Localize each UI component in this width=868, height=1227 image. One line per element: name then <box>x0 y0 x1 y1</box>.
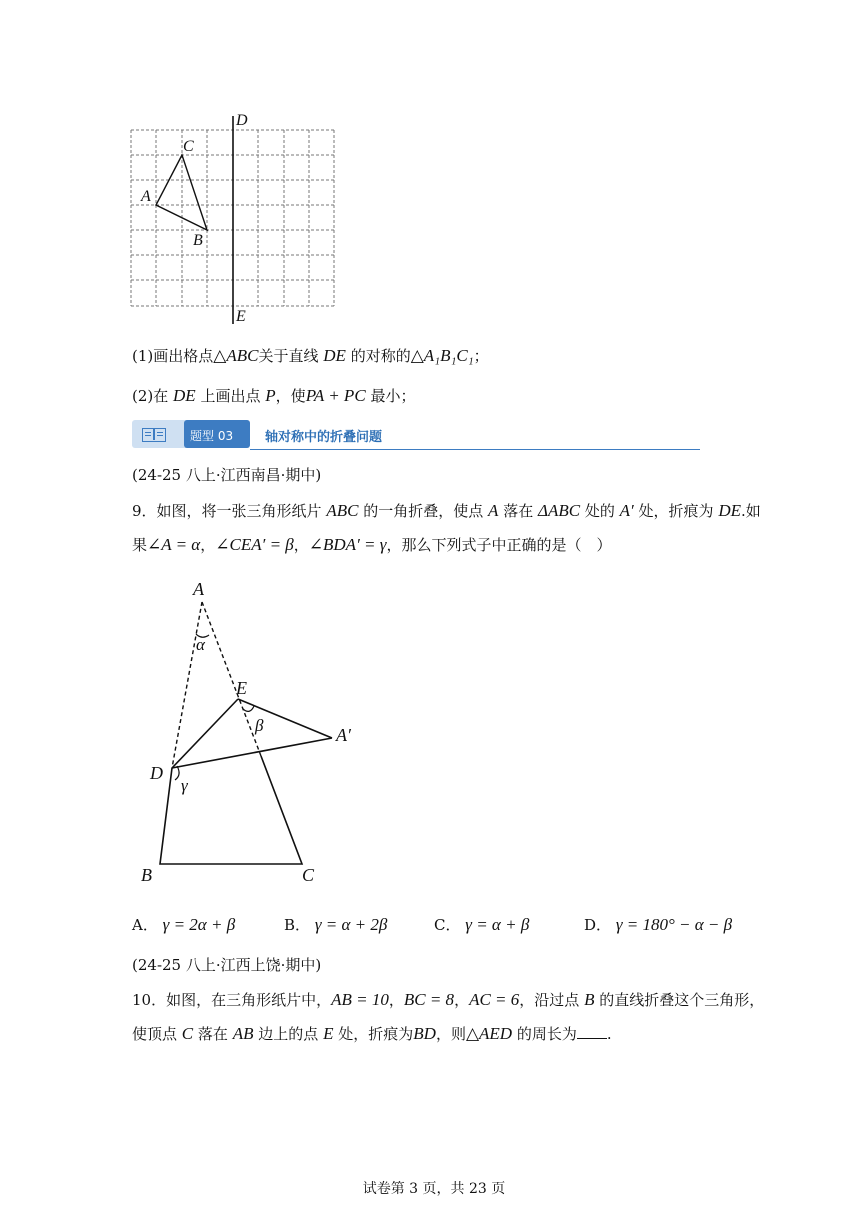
q8-part2-point: P <box>265 386 276 405</box>
page-footer: 试卷第 3 页，共 23 页 <box>362 1181 506 1197</box>
q9-l1-j: DE <box>718 501 742 520</box>
q9-l1-k: .如 <box>741 502 761 520</box>
q10-l2-h: BD <box>413 1024 436 1043</box>
q9-label-alpha: α <box>196 635 205 654</box>
option-expr: γ = 2α + β <box>162 915 236 934</box>
q8-part1-line: DE <box>323 346 346 365</box>
q8-part1-prefix: (1)画出格点 <box>132 347 214 365</box>
option-letter: A． <box>132 916 158 934</box>
label-c: C <box>183 138 194 155</box>
q10-l1-d: BC = 8 <box>403 990 455 1009</box>
q9-l2-f: ∠BDA′ = γ <box>308 535 387 554</box>
q9-label-a-prime: A′ <box>336 725 351 745</box>
q8-part1-mid: 关于直线 <box>258 347 319 365</box>
q10-l1-e: ， <box>454 991 470 1009</box>
q10-l1-b: AB = 10 <box>331 990 389 1009</box>
q9-l2-d: ∠CEA′ = β <box>215 535 294 554</box>
q10-l2-d: AB <box>232 1024 254 1043</box>
q10-l2-b: C <box>181 1024 194 1043</box>
answer-blank[interactable] <box>577 1024 607 1039</box>
q10-l2-f: E <box>323 1024 334 1043</box>
section-banner <box>132 418 700 452</box>
q9-option-b[interactable] <box>284 915 387 935</box>
q9-option-c[interactable] <box>434 915 529 935</box>
q8-part1 <box>132 346 489 366</box>
q10-l1-c: ， <box>388 991 404 1009</box>
q9-l2-g: ，那么下列式子中正确的是（ ） <box>386 536 612 554</box>
label-b: B <box>193 232 203 249</box>
q8-part2-expr: PA + PC <box>305 386 366 405</box>
q8-part2-end: 最小； <box>370 387 416 405</box>
q9-line2 <box>132 535 611 555</box>
q8-part1-end: ； <box>473 347 489 365</box>
q9-l1-e: 落在 <box>503 502 534 520</box>
option-expr: γ = α + β <box>465 915 530 934</box>
q9-l1-b: ABC <box>326 501 359 520</box>
q10-l2-j: △AED <box>465 1024 513 1043</box>
q10-l2-a: 使顶点 <box>132 1025 178 1043</box>
q10-l2-g: 处，折痕为 <box>338 1025 414 1043</box>
q9-l1-i: 处，折痕为 <box>638 502 714 520</box>
q10-l2-c: 落在 <box>197 1025 228 1043</box>
q10-source: (24-25 八上·江西上饶·期中) <box>132 956 322 974</box>
q8-part2-line: DE <box>173 386 196 405</box>
q10-l1-h: B <box>584 990 595 1009</box>
q9-l2-e: ， <box>293 536 309 554</box>
q8-part2 <box>132 386 415 406</box>
q9-l1-a: 9．如图，将一张三角形纸片 <box>132 502 322 520</box>
q10-l2-l: . <box>606 1025 612 1043</box>
q9-label-e: E <box>236 678 247 698</box>
q9-label-b: B <box>141 865 152 885</box>
q9-label-a: A <box>193 579 204 599</box>
q9-label-d: D <box>150 763 163 783</box>
option-letter: B． <box>284 916 311 934</box>
q9-l2-c: ， <box>200 536 216 554</box>
q10-l2-k: 的周长为 <box>516 1025 577 1043</box>
q8-part1-suffix: 的对称的 <box>350 347 411 365</box>
q9-figure <box>130 570 370 890</box>
q9-label-beta: β <box>255 716 264 735</box>
q10-l1-a: 10．如图，在三角形纸片中， <box>132 991 332 1009</box>
option-letter: D． <box>584 916 612 934</box>
q8-part2-mid2: ，使 <box>275 387 306 405</box>
q10-l1-f: AC = 6 <box>469 990 520 1009</box>
banner-book-icon <box>142 428 166 442</box>
q9-label-c: C <box>302 865 315 885</box>
q9-l1-g: 处的 <box>584 502 615 520</box>
q9-option-a[interactable] <box>132 915 235 935</box>
q9-l1-f: ΔABC <box>537 501 581 520</box>
q9-l2-a: 果 <box>132 536 148 554</box>
q10-l2-i: ，则 <box>435 1025 466 1043</box>
section-label: 题型 03 <box>190 429 234 443</box>
q9-l1-d: A <box>488 501 499 520</box>
q9-label-gamma: γ <box>181 776 188 795</box>
q8-part1-target: △A₁B₁C₁ <box>410 346 474 365</box>
grid-figure <box>120 108 350 328</box>
q10-l2-e: 边上的点 <box>258 1025 319 1043</box>
q9-shape <box>160 756 302 864</box>
q10-l1-i: 的直线折叠这个三角形， <box>599 991 765 1009</box>
q8-part2-mid: 上画出点 <box>200 387 261 405</box>
q9-option-d[interactable] <box>584 915 732 935</box>
option-expr: γ = α + 2β <box>314 915 388 934</box>
section-title: 轴对称中的折叠问题 <box>265 430 383 445</box>
option-letter: C． <box>434 916 461 934</box>
q9-source: (24-25 八上·江西南昌·期中) <box>132 466 322 484</box>
label-d: D <box>236 112 248 129</box>
q9-l2-b: ∠A = α <box>147 535 201 554</box>
label-e: E <box>236 308 246 325</box>
label-a: A <box>141 188 151 205</box>
q9-line1 <box>132 501 761 521</box>
option-expr: γ = 180° − α − β <box>615 915 733 934</box>
q8-part2-prefix: (2)在 <box>132 387 169 405</box>
q8-part1-triangle: △ABC <box>213 346 259 365</box>
q9-l1-c: 的一角折叠，使点 <box>363 502 484 520</box>
q10-line1 <box>132 990 764 1010</box>
q10-l1-g: ，沿过点 <box>519 991 580 1009</box>
q9-l1-h: A′ <box>619 501 634 520</box>
q10-line2 <box>132 1024 612 1044</box>
